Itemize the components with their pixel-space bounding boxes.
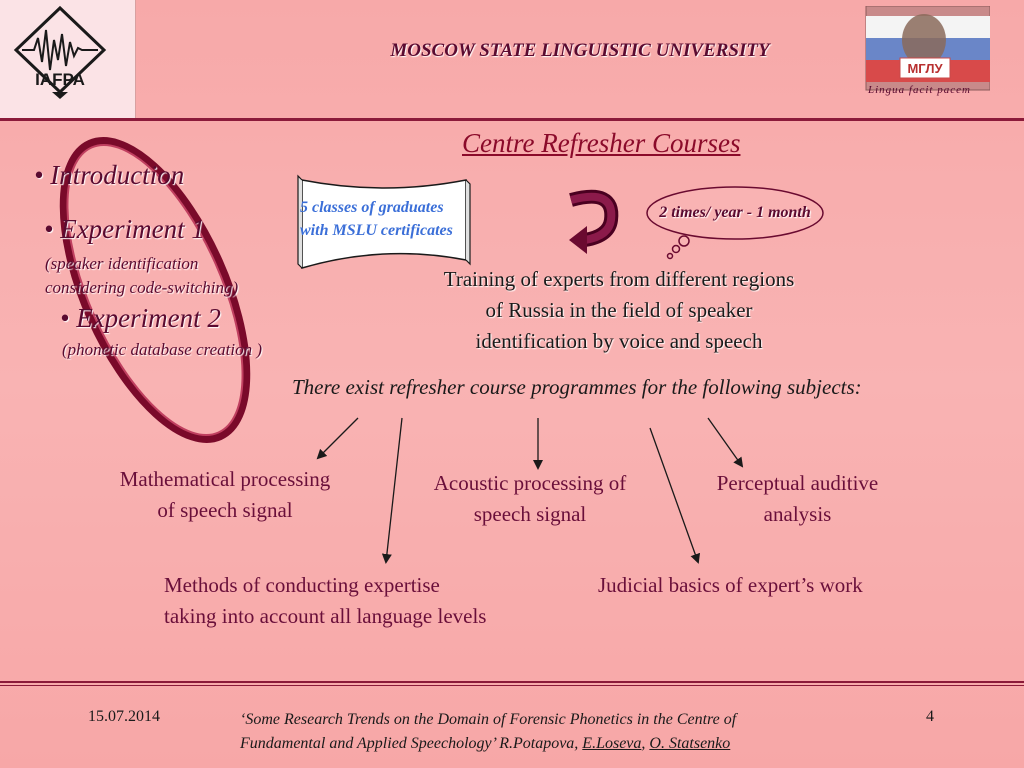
subject-judicial-basics: Judicial basics of expert’s work: [598, 573, 863, 597]
subject-acoustic-processing: [405, 468, 655, 530]
footer-citation: [240, 708, 736, 756]
nav-introduction[interactable]: • Introduction: [34, 160, 185, 190]
footer-divider: [0, 681, 1024, 683]
subjects-intro: There exist refresher course programmes for the following subjects:: [292, 375, 862, 399]
training-line2: of Russia in the field of speaker: [485, 298, 753, 322]
nav-experiment-1-subtitle-line1: (speaker identification: [45, 254, 199, 273]
scroll-text-line2: with MSLU certificates: [300, 222, 453, 239]
header-title: MOSCOW STATE LINGUISTIC UNIVERSITY: [390, 40, 770, 61]
arrow-to-methods: [386, 418, 402, 562]
arrow-to-math: [318, 418, 358, 458]
nav-experiment-1-bullet: •: [44, 214, 54, 244]
subject-math-line2: of speech signal: [157, 498, 293, 522]
arrow-to-perceptual: [708, 418, 742, 466]
subject-math-line1: Mathematical processing: [119, 467, 331, 491]
footer-date: 15.07.2014: [88, 708, 160, 725]
training-line3: identification by voice and speech: [475, 329, 763, 353]
footer-author-statsenko[interactable]: O. Statsenko: [649, 735, 731, 752]
nav-experiment-1-label: Experiment 1: [60, 214, 205, 244]
subject-math-processing: [90, 464, 360, 526]
nav-experiment-2[interactable]: • Experiment 2: [60, 303, 221, 333]
slide-title: Centre Refresher Courses: [462, 128, 741, 158]
logo-iafpa-text: IAFPA: [35, 70, 85, 89]
subject-acoustic-line2: speech signal: [473, 502, 587, 526]
subject-methods-line1: Methods of conducting expertise: [164, 573, 440, 597]
cloud-text: 2 times/ year - 1 month: [659, 204, 811, 221]
scroll-text-line1: 5 classes of graduates: [300, 199, 444, 216]
footer-citation-prefix: Fundamental and Applied Speechology’ R.Potapova,: [240, 735, 579, 752]
footer-author-loseva[interactable]: E.Loseva: [582, 735, 642, 752]
page-number: 4: [926, 708, 934, 725]
subject-acoustic-line1: Acoustic processing of: [433, 471, 627, 495]
training-line1: Training of experts from different regions: [443, 267, 795, 291]
motto: Lingua facit pacem: [868, 84, 971, 96]
subject-methods-line2: taking into account all language levels: [164, 604, 487, 628]
subject-perceptual-analysis: [690, 468, 905, 530]
subject-methods-expertise: [164, 570, 486, 632]
footer-citation-line1: ‘Some Research Trends on the Domain of Forensic Phonetics in the Centre of: [240, 711, 737, 728]
mglu-text: МГЛУ: [907, 61, 943, 76]
footer-citation-line2: Fundamental and Applied Speechology’ R.Potapova, E.Loseva, O. Statsenko: [240, 735, 731, 752]
footer-divider-thin: [0, 685, 1024, 686]
nav-experiment-1-subtitle-line2: considering code-switching): [45, 278, 239, 297]
subject-perceptual-line1: Perceptual auditive: [716, 471, 879, 495]
subject-perceptual-line2: analysis: [763, 502, 832, 526]
nav-experiment-2-subtitle: (phonetic database creation ): [62, 340, 263, 359]
